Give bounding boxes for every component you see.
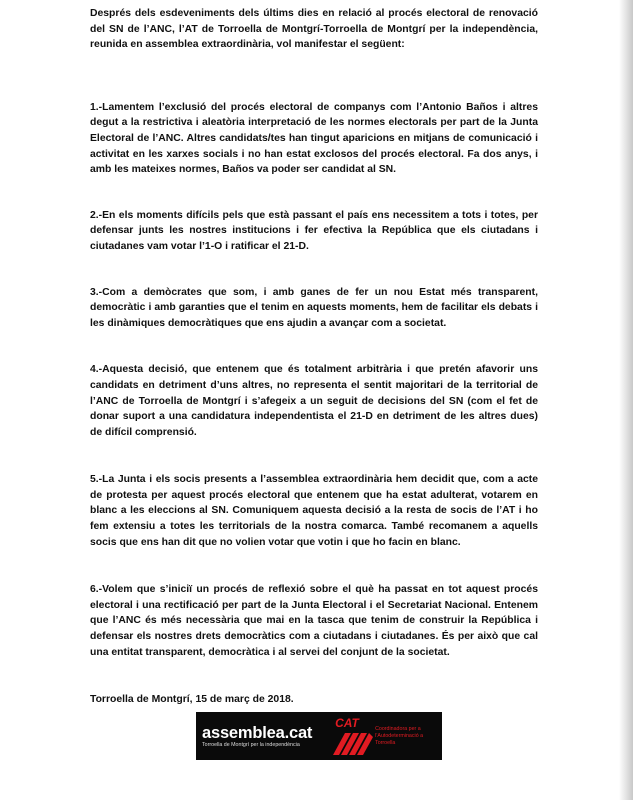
document-body <box>90 6 538 708</box>
date-line: Torroella de Montgrí, 15 de març de 2018. <box>90 694 294 706</box>
page-edge-shadow <box>619 0 633 800</box>
point-3-paragraph: 3.-Com a demòcrates que som, i amb ganes de fer un nou Estat més transparent, democràtic i amb garanties que el tenim en aquests moments, hem de facilitar els debats i les dinàmiques democràtiques que ens ajudin a avançar com a societat. <box>90 286 538 329</box>
point-6-paragraph: 6.-Volem que s’iniciï un procés de reflexió sobre el què ha passat en tot aquest procés electoral i una rectificació per part de la Junta Electoral i el Secretariat Nacional. Entenem que l’ANC és més necessària que mai en la tasca que tenim de construir la República i defensar els nostres drets democràtics com a ciutadans i ciutadanes. És per això que cal una entitat transparent, democràtica i al servei del conjunt de la societat. <box>90 584 538 658</box>
logo-subtitle: Torroella de Montgrí per la independència <box>202 741 300 748</box>
coordinadora-line-3: Torroella <box>375 739 396 746</box>
coordinadora-text <box>375 726 442 747</box>
footer-logo-banner <box>196 712 442 760</box>
point-4-paragraph: 4.-Aquesta decisió, que entenem que és totalment arbitrària i que pretén afavorir uns candidats en detriment d’uns altres, no representa el sentit majoritari de la territorial de l’ANC de Torroella de Montgrí i s’afegeix a un seguit de decisions del SN (com el fet de donar suport a una candidatura independentista el 21-D en detriment de les altres dues) de difícil comprensió. <box>90 364 538 438</box>
assemblea-logo <box>196 724 325 749</box>
coordinadora-line-1: Coordinadora per a <box>375 725 421 732</box>
point-5-paragraph: 5.-La Junta i els socis presents a l’assemblea extraordinària hem decidit que, com a acte de protesta per aquest procés electoral que entenem que ha estat adulterat, votarem en blanc a les eleccions al SN. Comuniquem aquesta decisió a la resta de socis de l’AT i ho fem extensiu a totes les territorials de la nostra comarca. També recomanem a aquells socis que ens han dit que no volien votar que votin i que ho facin en blanc. <box>90 474 538 548</box>
cat-stripes-logo-icon <box>329 715 373 757</box>
point-2-paragraph: 2.-En els moments difícils pels que està passant el país ens necessitem a tots i totes, per defensar junts les nostres institucions i fer efectiva la República que els ciutadans i ciutadanes vam votar l’1-O i ratificar el 21-D. <box>90 209 538 252</box>
logo-mark-text: CAT <box>335 716 359 730</box>
intro-paragraph: Després dels esdeveniments dels últims dies en relació al procés electoral de renovació del SN de l’ANC, l’AT de Torroella de Montgrí-Torroella de Montgrí per la independència, reunida en assemblea extraordinària, vol manifestar el següent: <box>90 8 538 51</box>
logo-name: assemblea.cat <box>202 723 313 742</box>
coordinadora-line-2: l’Autodeterminació a <box>375 732 424 739</box>
point-1-paragraph: 1.-Lamentem l’exclusió del procés electoral de companys com l’Antonio Baños i altres degut a la restrictiva i aleatòria interpretació de les normes electorals per part de la Junta Electoral de l’ANC. Altres candidats/tes han tingut aparicions en mitjans de comunicació i activitat en les xarxes socials i no han estat exclosos del procés electoral. Fa dos anys, i amb les mateixes normes, Baños va poder ser candidat al SN. <box>90 101 538 176</box>
